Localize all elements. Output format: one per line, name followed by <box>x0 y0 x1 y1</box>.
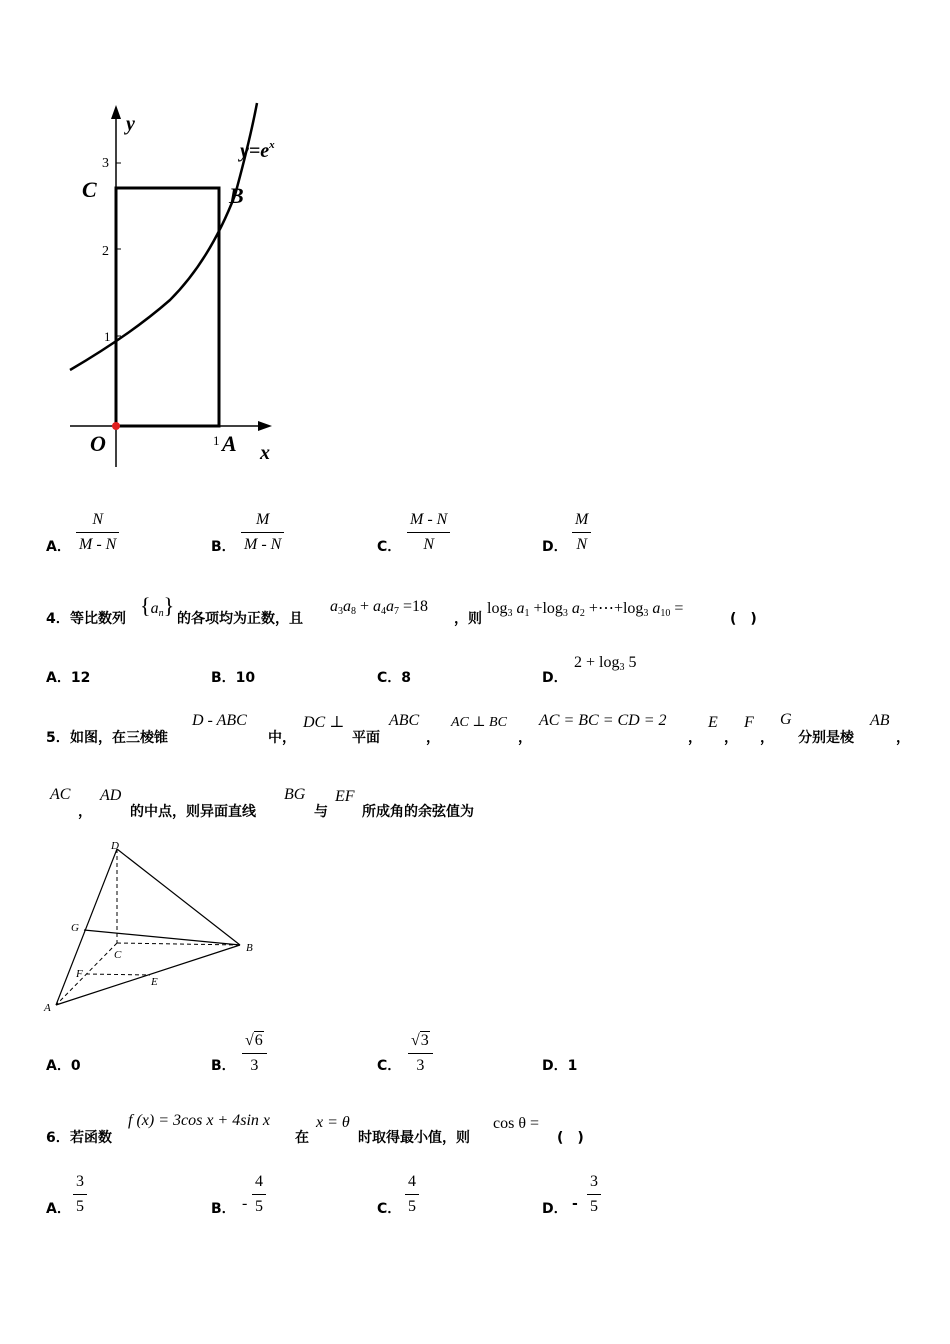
q6-option-b-letter[interactable]: B． <box>211 1201 236 1217</box>
q6-x-theta: x = θ <box>316 1114 350 1131</box>
q6-option-d-fraction: 3 5 <box>587 1172 601 1217</box>
q6-option-a-fraction: 3 5 <box>73 1172 87 1217</box>
svg-text:C: C <box>114 949 122 961</box>
point-b-label: B <box>229 183 244 208</box>
q5-perp-2: AC ⊥ BC <box>451 715 507 730</box>
q5-line-bg: BG <box>284 786 306 803</box>
q4-option-b[interactable]: B．10 <box>211 670 256 686</box>
q5-plane: ABC <box>389 712 420 729</box>
q5-text-5: 的中点，则异面直线 <box>130 804 256 820</box>
q5-line-ef: EF <box>335 788 355 805</box>
q5-text-4: 分别是棱 <box>798 730 854 746</box>
q5-text-7: 所成角的余弦值为 <box>362 804 474 820</box>
origin-dot <box>112 422 120 430</box>
q6-option-c-letter[interactable]: C． <box>377 1201 402 1217</box>
q6-answer-paren: ( ) <box>557 1130 584 1146</box>
q6-option-c-fraction: 4 5 <box>405 1172 419 1217</box>
q3-option-b-fraction: M M - N <box>241 510 284 555</box>
q5-option-d[interactable]: D．1 <box>542 1058 578 1074</box>
pyramid-figure <box>40 835 270 1015</box>
q5-perp-1: DC ⊥ <box>303 714 345 731</box>
q5-point-f: F <box>744 714 754 731</box>
q5-comma-4: ， <box>724 730 738 746</box>
q4-text-3: ，则 <box>454 611 482 627</box>
point-o-label: O <box>90 431 106 456</box>
q3-option-b-letter[interactable]: B． <box>211 539 236 555</box>
q5-text-3: 平面 <box>352 730 380 746</box>
q4-sequence: {an} <box>140 593 175 619</box>
svg-text:B: B <box>246 942 253 954</box>
q5-option-c-fraction: √3 3 <box>408 1031 433 1076</box>
q6-option-d-letter[interactable]: D． <box>542 1201 568 1217</box>
svg-text:F: F <box>76 968 83 980</box>
q3-option-a-fraction: N M - N <box>76 510 119 555</box>
function-label: $y=e^x$ <box>240 139 275 162</box>
rectangle-oabc <box>116 188 219 426</box>
q4-option-d-letter[interactable]: D． <box>542 670 568 686</box>
q5-text-1: 如图，在三棱锥 <box>70 730 168 746</box>
q6-option-b-sign: - <box>242 1195 248 1212</box>
q5-equal-lengths: AC = BC = CD = 2 <box>539 712 667 729</box>
x-axis-arrow <box>258 421 272 431</box>
y-axis-arrow <box>111 105 121 119</box>
q5-option-b-letter[interactable]: B． <box>211 1058 236 1074</box>
q5-option-a[interactable]: A．0 <box>46 1058 81 1074</box>
y-axis-label: y <box>126 113 135 135</box>
q4-option-a[interactable]: A．12 <box>46 670 91 686</box>
q5-comma-5: ， <box>760 730 774 746</box>
q6-option-b-fraction: 4 5 <box>252 1172 266 1217</box>
q5-point-g: G <box>780 711 792 728</box>
q6-cos-theta: cos θ = <box>493 1115 540 1132</box>
tick-1-x: 1 <box>213 433 220 448</box>
q5-comma-7: ， <box>78 804 92 820</box>
q6-text-3: 时取得最小值，则 <box>358 1130 470 1146</box>
svg-text:A: A <box>44 1002 51 1014</box>
tick-2-y: 2 <box>102 244 109 259</box>
q5-comma-2: ， <box>518 730 532 746</box>
q4-answer-paren: ( ) <box>730 611 757 627</box>
q4-condition: $a_3a_8 + a_4a_7 =18$ <box>330 598 429 617</box>
q5-option-b-fraction: √6 3 <box>242 1031 267 1076</box>
point-c-label: C <box>82 177 97 202</box>
exp-graph-figure <box>60 95 320 480</box>
q3-option-c-letter[interactable]: C． <box>377 539 402 555</box>
q5-number: 5． <box>46 730 70 746</box>
q3-option-a-letter[interactable]: A． <box>46 539 71 555</box>
q5-edge-ab: AB <box>870 712 890 729</box>
q6-number: 6． <box>46 1130 70 1146</box>
q5-text-6: 与 <box>314 804 328 820</box>
q6-option-a-letter[interactable]: A． <box>46 1201 71 1217</box>
q5-text-2: 中， <box>268 730 296 746</box>
svg-text:D: D <box>111 840 119 852</box>
q3-option-d-letter[interactable]: D． <box>542 539 568 555</box>
point-a-label: A <box>222 431 237 456</box>
q5-point-e: E <box>708 714 718 731</box>
q4-text-2: 的各项均为正数，且 <box>177 611 303 627</box>
q5-edge-ac: AC <box>50 786 71 803</box>
q6-text-2: 在 <box>295 1130 309 1146</box>
tick-3-y: 3 <box>102 156 109 171</box>
svg-text:E: E <box>151 976 158 988</box>
tick-1-y: 1 <box>104 329 111 344</box>
q5-comma-6: ， <box>896 730 910 746</box>
q5-pyramid: D - ABC <box>192 712 247 729</box>
q3-option-c-fraction: M - N N <box>407 510 450 555</box>
q6-text-1: 若函数 <box>70 1130 112 1146</box>
q5-option-c-letter[interactable]: C． <box>377 1058 402 1074</box>
q4-option-d-expr: $2 + \log_3 5$ <box>574 654 637 673</box>
q5-edge-ad: AD <box>100 787 122 804</box>
q4-option-c[interactable]: C．8 <box>377 670 412 686</box>
q5-comma-1: ， <box>426 730 440 746</box>
q4-log-expression: $\log_3 a_1 +\log_3$ $a_2$ $+\cdots+\log_3$ $a_{10}$ = <box>487 600 684 619</box>
q5-comma-3: ， <box>688 730 702 746</box>
q6-function: f (x) = 3cos x + 4sin x <box>128 1112 270 1129</box>
q6-option-d-sign: - <box>572 1196 578 1212</box>
x-axis-label: x <box>260 442 270 464</box>
q4-number: 4． <box>46 611 70 627</box>
q3-option-d-fraction: M N <box>572 510 591 555</box>
q4-text-1: 等比数列 <box>70 611 126 627</box>
svg-text:G: G <box>71 922 79 934</box>
exp-curve <box>70 103 257 370</box>
